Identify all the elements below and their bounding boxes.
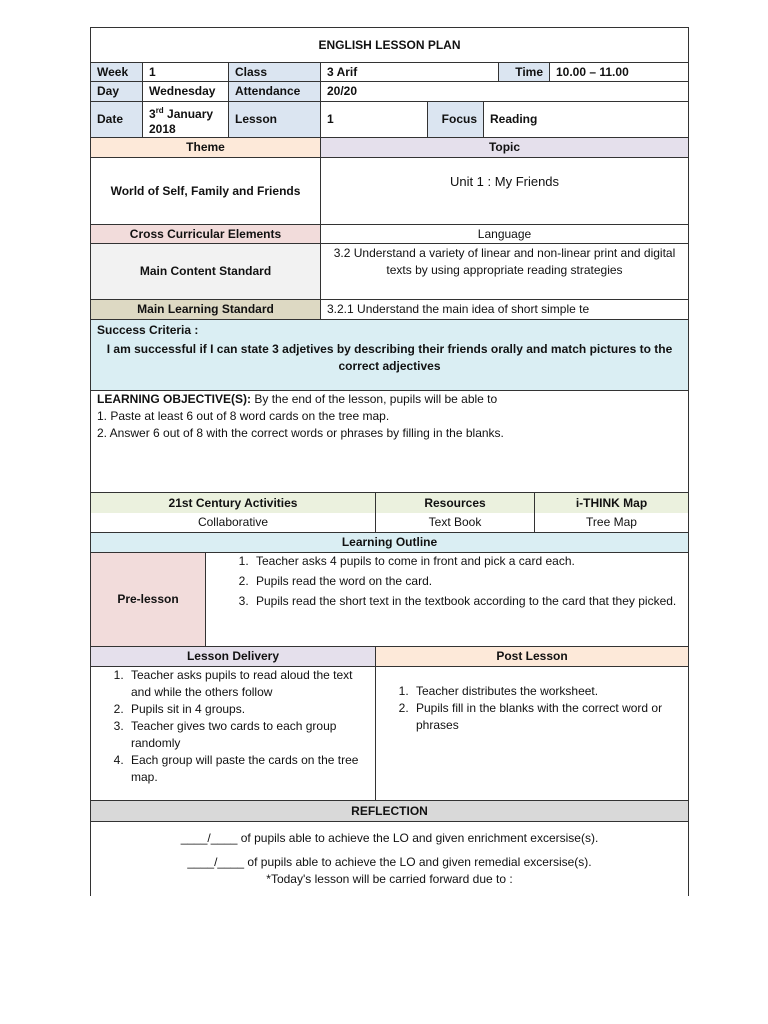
reflection-enrichment: ____/____ of pupils able to achieve the LO and given enrichment excersise(s). bbox=[180, 831, 599, 845]
cce-label: Cross Curricular Elements bbox=[90, 224, 321, 244]
lo-item: 1. Paste at least 6 out of 8 word cards on the tree map. bbox=[97, 409, 390, 423]
topic-text: Unit 1 : My Friends bbox=[449, 174, 560, 189]
activities-value: Collaborative bbox=[90, 512, 376, 533]
time-value: 10.00 – 11.00 bbox=[549, 62, 689, 82]
pre-lesson-list bbox=[216, 551, 676, 611]
lesson-value: 1 bbox=[320, 101, 428, 138]
mcs-value bbox=[320, 243, 689, 300]
list-item: 4. Each group will paste the cards on the tree map. bbox=[127, 752, 371, 786]
mcs-label: Main Content Standard bbox=[90, 243, 321, 300]
title-text: ENGLISH LESSON PLAN bbox=[318, 37, 461, 52]
learning-outline-header: Learning Outline bbox=[90, 532, 689, 553]
list-item: 3. Teacher gives two cards to each group randomly bbox=[127, 718, 371, 752]
mls-value: 3.2.1 Understand the main idea of short simple te bbox=[320, 299, 689, 320]
lo-label: LEARNING OBJECTIVE(S): bbox=[97, 392, 252, 406]
list-item: 1. Teacher asks pupils to read aloud the text and while the others follow bbox=[127, 667, 371, 701]
list-item: 3. Pupils read the short text in the textbook according to the card that they picked. bbox=[252, 591, 676, 611]
date-value bbox=[142, 101, 229, 138]
ithink-value: Tree Map bbox=[534, 512, 689, 533]
class-label: Class bbox=[228, 62, 321, 82]
list-item: 2. Pupils read the word on the card. bbox=[252, 571, 676, 591]
focus-label-text: Focus bbox=[441, 112, 477, 126]
learning-objectives bbox=[90, 390, 689, 493]
attendance-value: 20/20 bbox=[320, 81, 689, 102]
activities-header: 21st Century Activities bbox=[90, 492, 376, 513]
date-day: 3 bbox=[149, 106, 156, 121]
theme-value: World of Self, Family and Friends bbox=[90, 157, 321, 225]
class-value: 3 Arif bbox=[320, 62, 499, 82]
date-month-year: January 2018 bbox=[149, 106, 214, 136]
date-text bbox=[149, 103, 222, 137]
lesson-plan-title bbox=[90, 27, 689, 63]
time-label bbox=[498, 62, 550, 82]
reflection-carried-forward: *Today's lesson will be carried forward due to : bbox=[266, 872, 513, 886]
theme-header: Theme bbox=[90, 137, 321, 158]
post-lesson-steps bbox=[375, 666, 689, 801]
attendance-label: Attendance bbox=[228, 81, 321, 102]
mcs-text: 3.2 Understand a variety of linear and non-linear print and digital texts by using appropriate reading strategies bbox=[333, 246, 676, 277]
lesson-delivery-list bbox=[91, 667, 371, 786]
pre-lesson-steps bbox=[205, 552, 689, 647]
mls-label: Main Learning Standard bbox=[90, 299, 321, 320]
lesson-delivery-steps bbox=[90, 666, 376, 801]
day-label: Day bbox=[90, 81, 143, 102]
focus-value: Reading bbox=[483, 101, 689, 138]
focus-label bbox=[427, 101, 484, 138]
list-item: 2. Pupils sit in 4 groups. bbox=[127, 701, 371, 718]
topic-value bbox=[320, 157, 689, 225]
time-label-text: Time bbox=[515, 64, 543, 79]
ithink-header: i-THINK Map bbox=[534, 492, 689, 513]
topic-header: Topic bbox=[320, 137, 689, 158]
date-label: Date bbox=[90, 101, 143, 138]
post-lesson-header: Post Lesson bbox=[375, 646, 689, 667]
lo-intro: By the end of the lesson, pupils will be able to bbox=[251, 392, 498, 406]
lesson-label: Lesson bbox=[228, 101, 321, 138]
resources-header: Resources bbox=[375, 492, 535, 513]
cce-value: Language bbox=[320, 224, 689, 244]
list-item: 1. Teacher asks 4 pupils to come in front and pick a card each. bbox=[252, 551, 676, 571]
post-lesson-list bbox=[376, 683, 684, 734]
success-text: I am successful if I can state 3 adjetives by describing their friends orally and match pictures to the correct adjectives bbox=[106, 342, 673, 373]
success-criteria bbox=[90, 319, 689, 391]
lesson-delivery-header: Lesson Delivery bbox=[90, 646, 376, 667]
pre-lesson-label: Pre-lesson bbox=[90, 552, 206, 647]
list-item: 2. Pupils fill in the blanks with the correct word or phrases bbox=[412, 700, 684, 734]
reflection-body bbox=[90, 821, 689, 896]
week-label: Week bbox=[90, 62, 143, 82]
reflection-header: REFLECTION bbox=[90, 800, 689, 822]
week-value: 1 bbox=[142, 62, 229, 82]
list-item: 1. Teacher distributes the worksheet. bbox=[412, 683, 684, 700]
reflection-remedial: ____/____ of pupils able to achieve the LO and given remedial excersise(s). bbox=[187, 855, 592, 869]
day-value: Wednesday bbox=[142, 81, 229, 102]
lo-heading bbox=[97, 391, 682, 408]
date-suffix: rd bbox=[155, 105, 164, 115]
success-label: Success Criteria : bbox=[97, 323, 199, 337]
lo-item: 2. Answer 6 out of 8 with the correct words or phrases by filling in the blanks. bbox=[97, 426, 504, 440]
resources-value: Text Book bbox=[375, 512, 535, 533]
